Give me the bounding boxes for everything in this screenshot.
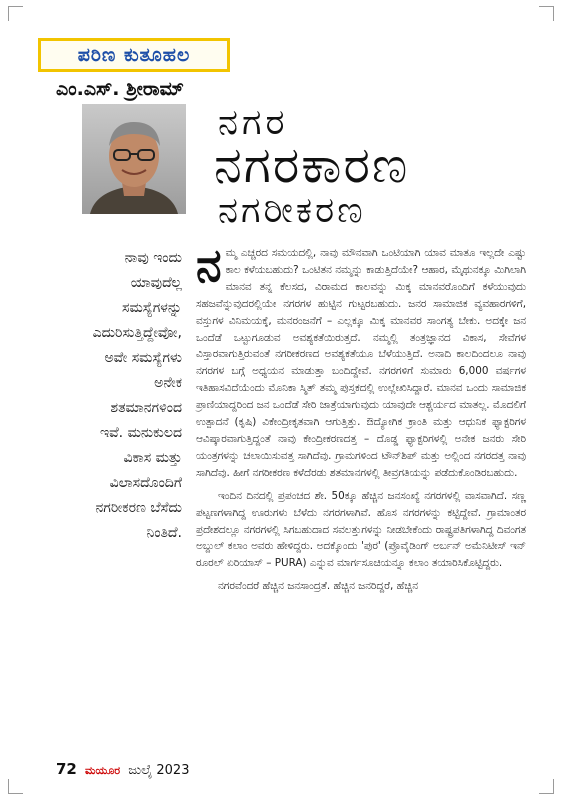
author-name: ಎಂ.ಎಸ್. ಶ್ರೀರಾಮ್ <box>56 78 184 100</box>
headline-line-3: ನಗರೀಕರಣ <box>218 190 366 231</box>
paragraph-1-text: ಮ್ಮ ಎಚ್ಚರದ ಸಮಯದಲ್ಲಿ, ನಾವು ಮೌನವಾಗಿ ಒಂಟಿಯಾಗಿ ಯಾವ ಮಾತೂ ಇಲ್ಲದೇ ಎಷ್ಟು ಕಾಲ ಕಳೆಯಬಹುದು? ಒಂಟಿತನ ನಮ್ಮನ್ನು ಕಾಡುತ್ತಿದೆಯೇ? ಆಹಾರ, ಮೈಥುನಕ್ಕೂ ಮಿಗಿಲಾಗಿ ಮಾನವ ತನ್ನ ಕೆಲಸದ, ವಿರಾಮದ ಕಾಲವನ್ನು ಮಿಕ್ಕ ಮಾನವರೊಂದಿಗೆ ಕಳೆಯುವುದು ಸಹಜವೆನ್ನುವುದರಲ್ಲಿಯೇ ನಗರಗಳ ಹುಟ್ಟಿನ ಗುಟ್ಟರಬಹುದು. ಜನರ ಸಾಮಾಜಿಕ ವ್ಯವಹಾರಗಳಿಗೆ, ವಸ್ತುಗಳ ವಿನಿಮಯಕ್ಕೆ, ಮನರಂಜನೆಗೆ – ಎಲ್ಲಕ್ಕೂ ಮಿಕ್ಕ ಮಾನವರ ಸಾಂಗತ್ಯ ಬೇಕು. ಅದಕ್ಕೇ ಜನ ಒಂದೆಡೆ ಒಟ್ಟುಗೂಡುವ ಅವಶ್ಯಕತೆಯಿರುತ್ತದೆ. ನಮ್ಮಲ್ಲಿ ತಂತ್ರಜ್ಞಾನದ ವಿಕಾಸ, ಸೇವೆಗಳ ವಿಸ್ತಾರವಾಗುತ್ತಿರುವಂತೆ ನಗರೀಕರಣದ ಅವಶ್ಯಕತೆಯೂ ಬೆಳೆಯುತ್ತಿದೆ. ಅನಾದಿ ಕಾಲದಿಂದಲೂ ನಾವು ನಗರಗಳ ಬಗ್ಗೆ ಅಧ್ಯಯನ ಮಾಡುತ್ತಾ ಬಂದಿದ್ದೇವೆ. ನಗರಗಳಿಗೆ ಸುಮಾರು 6,000 ವರ್ಷಗಳ ಇತಿಹಾಸವಿದೆಯೆಂದು ಮೊನಿಕಾ ಸ್ಮಿತ್ ತಮ್ಮ ಪುಸ್ತಕದಲ್ಲಿ ಉಲ್ಲೇಖಿಸಿದ್ದಾರೆ. ಮಾನವ ಒಂದು ಸಾಮಾಜಿಕ ಪ್ರಾಣಿಯಾದ್ದರಿಂದ ಜನ ಒಂದೆಡೆ ಸೇರಿ ಜಾತ್ರೆಯಾಗುವುದು ಯಾವುದೇ ಆಶ್ಚರ್ಯದ ಮಾತಲ್ಲ. ಮೊದಲಿಗೆ ಉತ್ಪಾದನೆ (ಕೃಷಿ) ವಿಕೇಂದ್ರೀಕೃತವಾಗಿ ಆಗುತ್ತಿತ್ತು. ಔದ್ಯೋಗಿಕ ಕ್ರಾಂತಿ ಮತ್ತು ಆಧುನಿಕ ಫ್ಯಾಕ್ಟರಿಗಳ ಆವಿಷ್ಕಾರವಾಗುತ್ತಿದ್ದಂತೆ ನಾವು ಕೇಂದ್ರೀಕರಣದತ್ತ – ದೊಡ್ಡ ಫ್ಯಾಕ್ಟರಿಗಳಲ್ಲಿ ಅನೇಕ ಜನರು ಸೇರಿ ಯಂತ್ರಗಳನ್ನು ಚಲಾಯಿಸುವತ್ತ ಸಾಗಿದೆವು. ಗ್ರಾಮಗಳಿಂದ ಟೌನ್‌ಶಿಪ್ ಮತ್ತು ಅಲ್ಲಿಂದ ನಗರದತ್ತ ನಾವು ಸಾಗಿದೆವು. ಹೀಗೆ ನಗರೀಕರಣ ಕಳೆದೆರಡು ಶತಮಾನಗಳಲ್ಲಿ ತೀವ್ರಗತಿಯನ್ನು ಪಡೆದುಕೊಂಡಿರಬಹುದು. <box>196 247 526 479</box>
author-photo <box>82 104 186 214</box>
crop-mark-bottom-left <box>8 779 23 794</box>
headline-line-1: ನಗರ <box>218 102 289 143</box>
article-body <box>196 238 526 595</box>
crop-mark-bottom-right <box>539 779 554 794</box>
drop-cap: ನ <box>196 238 222 292</box>
column-tag: ಪರಿಣ ಕುತೂಹಲ <box>38 38 230 72</box>
magazine-logo: ಮಯೂರ <box>85 764 121 777</box>
headline-line-2: ನಗರಕಾರಣ <box>214 136 410 194</box>
issue-date: ಜುಲೈ 2023 <box>128 763 190 778</box>
page-number: 72 <box>56 760 77 778</box>
paragraph-1 <box>196 238 526 482</box>
paragraph-3: ನಗರವೆಂದರೆ ಹೆಚ್ಚಿನ ಜನಸಾಂದ್ರತೆ. ಹೆಚ್ಚಿನ ಜನರಿದ್ದರೆ, ಹೆಚ್ಚಿನ <box>218 580 418 593</box>
paragraph-2: ಇಂದಿನ ದಿನದಲ್ಲಿ ಪ್ರಪಂಚದ ಶೇ. 50ಕ್ಕೂ ಹೆಚ್ಚಿನ ಜನಸಂಖ್ಯೆ ನಗರಗಳಲ್ಲಿ ವಾಸವಾಗಿದೆ. ಸಣ್ಣ ಪಟ್ಟಣಗಳಾಗಿದ್ದ ಊರುಗಳು ಬೆಳೆದು ನಗರಗಳಾಗಿವೆ. ಹೊಸ ನಗರಗಳನ್ನು ಕಟ್ಟಿದ್ದೇವೆ. ಗ್ರಾಮಾಂತರ ಪ್ರದೇಶದಲ್ಲೂ ನಗರಗಳಲ್ಲಿ ಸಿಗಬಹುದಾದ ಸವಲತ್ತುಗಳನ್ನು ನೀಡಬೇಕೆಂದು ರಾಷ್ಟ್ರಪತಿಗಳಾಗಿದ್ದ ದಿವಂಗತ ಅಬ್ದುಲ್ ಕಲಾಂ ಅವರು ಹೇಳಿದ್ದರು. ಅದಕ್ಕೊಂದು 'ಪುರ' (ಪ್ರೊವೈಡಿಂಗ್ ಅರ್ಬನ್ ಅಮೆನಿಟೀಸ್ ಇನ್ ರೂರಲ್ ಏರಿಯಾಸ್ – PURA) ಎನ್ನುವ ಮಾರ್ಗಸೂಚಿಯನ್ನೂ ಕಲಾಂ ತಯಾರಿಸಿಕೊಟ್ಟಿದ್ದರು. <box>196 489 526 570</box>
pull-quote: ನಾವು ಇಂದು ಯಾವುದೆಲ್ಲ ಸಮಸ್ಯೆಗಳನ್ನು ಎದುರಿಸುತ್ತಿದ್ದೇವೋ, ಅವೇ ಸಮಸ್ಯೆಗಳು ಅನೇಕ ಶತಮಾನಗಳಿಂದ ಇವೆ. ಮನುಕುಲದ ವಿಕಾಸ ಮತ್ತು ವಿಲಾಸದೊಂದಿಗೆ ನಗರೀಕರಣ ಬೆಸೆದು ನಿಂತಿದೆ. <box>92 250 182 541</box>
page-footer <box>56 760 189 778</box>
author-portrait-image <box>82 104 186 214</box>
crop-mark-top-left <box>8 6 23 21</box>
crop-mark-top-right <box>539 6 554 21</box>
